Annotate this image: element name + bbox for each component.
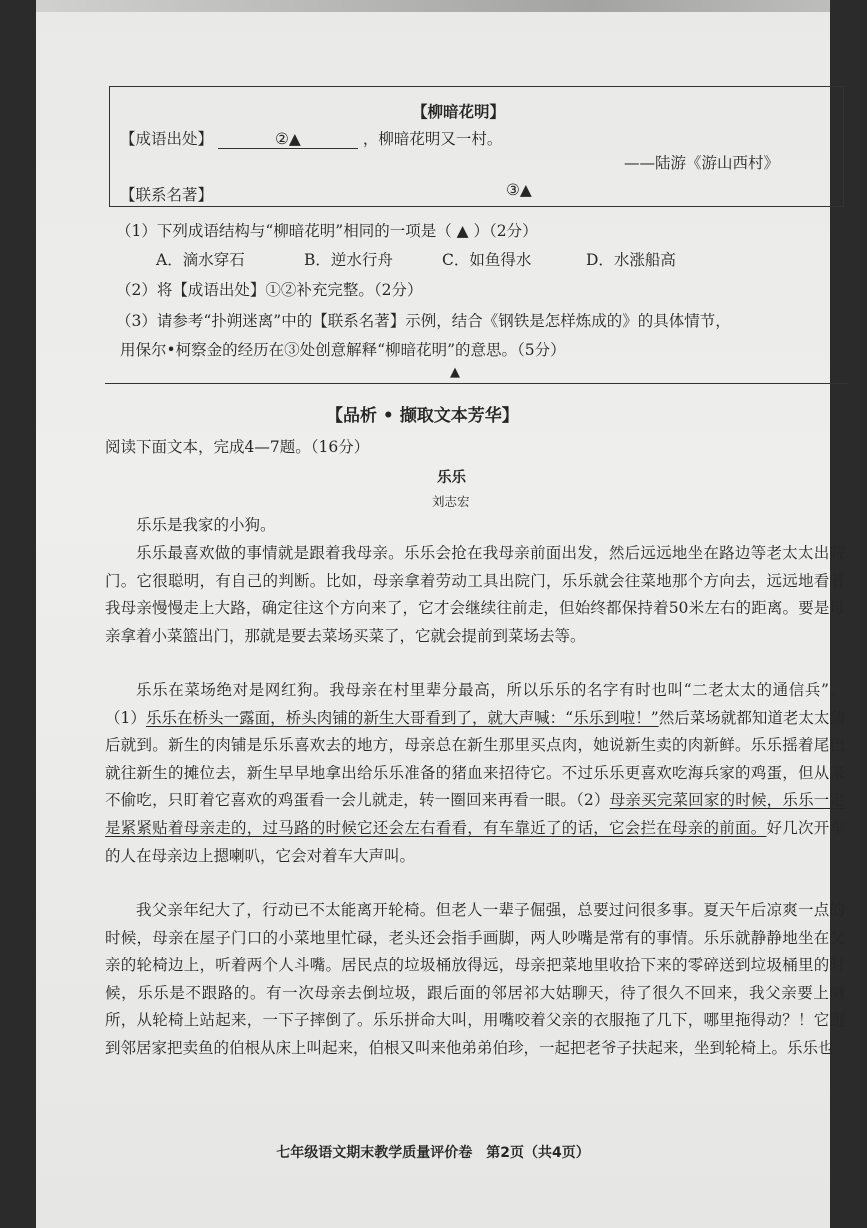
q1-option-c: C．如鱼得水 — [442, 251, 532, 269]
exam-page — [36, 0, 845, 1228]
page-footer: 七年级语文期末教学质量评价卷 第2页（共4页） — [276, 1145, 590, 1161]
story-paragraph-2: 乐乐最喜欢做的事情就是跟着我母亲。乐乐会抢在我母亲前面出发，然后远远地坐在路边等老太太出院门。它很聪明，有自己的判断。比如，母亲拿着劳动工具出院门，乐乐就会往菜地那个方向去，远远地看着我母亲慢慢走上大路，确定往这个方向来了，它才会继续往前走，但始终都保持着50米左右的距离。要是母亲拿着小菜篮出门，那就是要去菜场买菜了，它就会提前到菜场去等。 — [105, 544, 845, 645]
source-label: 【成语出处】 — [120, 130, 214, 148]
question-2: （2）将【成语出处】①②补充完整。（2分） — [116, 281, 423, 299]
q1-option-a: A．滴水穿石 — [156, 251, 245, 269]
p3-text-c: 然后菜场就都知道老太太随后就到。新生的肉铺是乐乐喜欢去的地方，母亲总在新生那里买点肉，她说新生卖的肉新鲜。乐乐摇着尾巴就往新生的摊位去，新生早早地拿出给乐乐准备的猪血来招待它。不过乐乐更喜欢吃海兵家的鸡蛋，但从来不偷吃，只盯着它喜欢的鸡蛋看一会儿就走，转一圈回来再看一眼。 — [105, 708, 845, 810]
question-3-line-2: 用保尔•柯察金的经历在③处创意解释“柳暗花明”的意思。（5分） — [120, 341, 566, 359]
p3-text-a: 乐乐在菜场绝对是网红狗。我母亲在村里辈分最高，所以乐乐的名字有时也叫“二老太太的通信兵”。 — [136, 681, 845, 699]
q1-option-d: D．水涨船高 — [586, 251, 676, 269]
section-heading: 【品析 • 撷取文本芳华】 — [326, 406, 519, 426]
underlined-sentence-2: 母亲买完菜回家的时候，乐乐一定是紧紧贴着母亲走的，过马路的时候它还会左右看看，有车靠近了的话，它会拦在母亲的前面。 — [105, 791, 845, 837]
story-paragraph-3 — [105, 677, 845, 870]
p3-text-e: 好几次开车的人在母亲边上摁喇叭，它会对着车大声叫。 — [105, 818, 845, 865]
underlined-sentence-1: 乐乐在桥头一露面，桥头肉铺的新生大哥看到了，就大声喊：“乐乐到啦！” — [145, 708, 659, 727]
story-title: 乐乐 — [437, 469, 466, 486]
question-3-line-1: （3）请参考“扑朔迷离”中的【联系名著】示例，结合《钢铁是怎样炼成的》的具体情节， — [116, 312, 731, 330]
source-blank: ②▲ — [218, 130, 358, 149]
answer-mark: ▲ — [450, 365, 460, 380]
question-1: （1）下列成语结构与“柳暗花明”相同的一项是（ ▲ ）（2分） — [116, 222, 538, 240]
source-rest: ，柳暗花明又一村。 — [362, 130, 503, 148]
story-author: 刘志宏 — [432, 494, 470, 509]
underline-marker-2: （2） — [575, 791, 610, 810]
story-paragraph-4: 我父亲年纪大了，行动已不太能离开轮椅。但老人一辈子倔强，总要过问很多事。夏天午后凉爽一点的时候，母亲在屋子门口的小菜地里忙碌，老头还会指手画脚，两人吵嘴是常有的事情。乐乐就静静地坐在父亲的轮椅边上，听着两个人斗嘴。居民点的垃圾桶放得远，母亲把菜地里收拾下来的零碎送到垃圾桶里的时候，乐乐是不跟路的。有一次母亲去倒垃圾，跟后面的邻居祁大姑聊天，待了很久不回来，我父亲要上厕所，从轮椅上站起来，一下子摔倒了。乐乐拼命大叫，用嘴咬着父亲的衣服拖了几下，哪里拖得动？！它跑到邻居家把卖鱼的伯根从床上叫起来，伯根又叫来他弟弟伯珍，一起把老爷子扶起来，坐到轮椅上。乐乐也 — [105, 901, 845, 1057]
classic-blank: ③▲ — [506, 181, 532, 199]
classic-label: 【联系名著】 — [120, 186, 214, 204]
section-divider — [105, 383, 847, 384]
reading-instruction: 阅读下面文本，完成4—7题。（16分） — [105, 438, 370, 456]
idiom-card-title: 【柳暗花明】 — [412, 102, 506, 121]
source-attribution: ——陆游《游山西村》 — [624, 154, 780, 172]
q1-option-b: B．逆水行舟 — [304, 251, 393, 269]
photo-edge-shadow — [36, 0, 830, 12]
idiom-source-row — [120, 127, 502, 149]
underline-marker-1: （1） — [105, 708, 146, 727]
story-paragraph-1: 乐乐是我家的小狗。 — [136, 516, 276, 534]
